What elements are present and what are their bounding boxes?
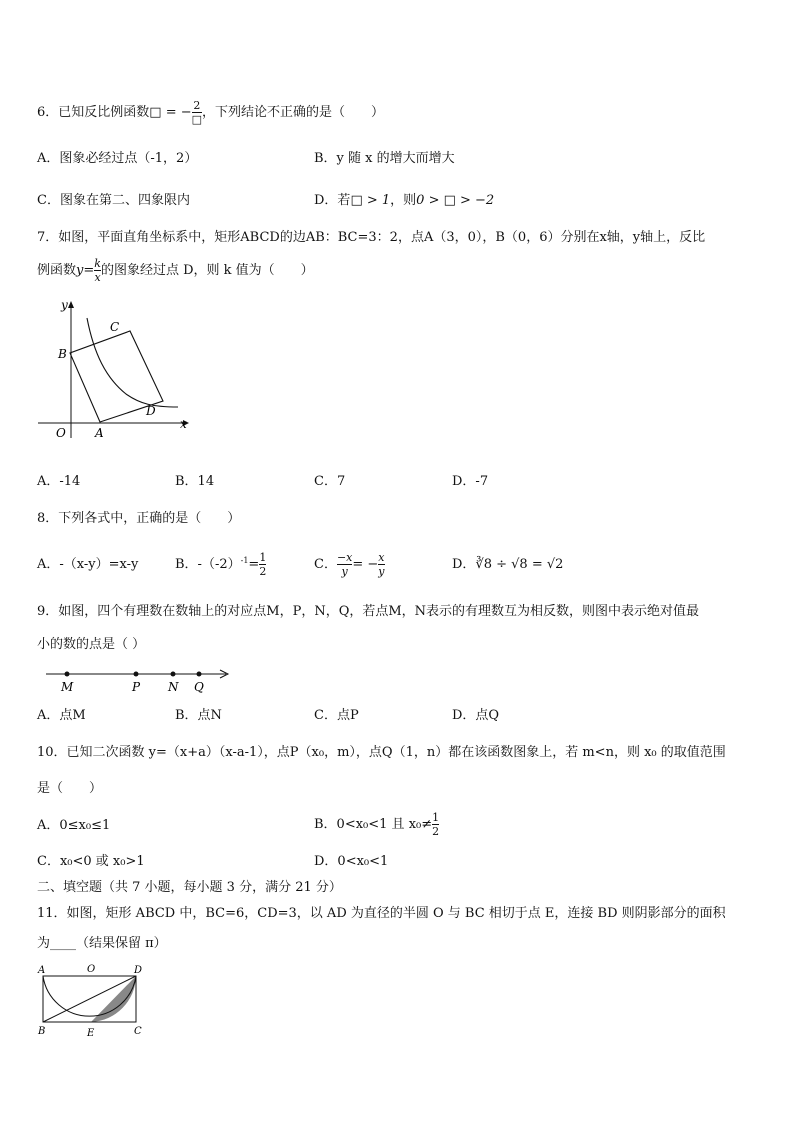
- q10-option-b: B．0<x₀<1 且 x₀≠ $\frac{1}{2}$: [314, 811, 440, 838]
- q7-figure: [38, 296, 194, 442]
- q10-stem-line1: 10．已知二次函数 y=（x+a）（x-a-1），点P（x₀，m），点Q（1，n）都在该函数图象上，若 m<n，则 x₀ 的取值范围: [37, 745, 726, 760]
- q6-stem: 6．已知反比例函数□ = − $\frac{2}{□}$ ，下列结论不正确的是（ ）: [37, 99, 385, 126]
- q10-option-c: C．x₀<0 或 x₀>1: [37, 854, 145, 869]
- label-d: D: [134, 965, 143, 976]
- q11-stem-line1: 11．如图，矩形 ABCD 中，BC=6，CD=3，以 AD 为直径的半圆 O 与 BC 相切于点 E，连接 BD 则阴影部分的面积: [37, 906, 726, 921]
- q8-stem: 8．下列各式中，正确的是（ ）: [37, 511, 241, 526]
- q7-option-b: B．14: [175, 474, 215, 489]
- q7-stem-line1: 7．如图，平面直角坐标系中，矩形ABCD的边AB：BC=3：2，点A（3，0），B（0，6）分别在x轴，y轴上，反比: [37, 230, 706, 245]
- q7-option-d: D．-7: [452, 474, 489, 489]
- q6-option-b: B．y 随 x 的增大而增大: [314, 151, 455, 166]
- q8-option-c: C． $\frac{-x}{y}$ = − $\frac{x}{y}$: [314, 551, 385, 578]
- q8-option-a: A．-（x-y）=x-y: [37, 557, 139, 572]
- q6-option-a: A．图象必经过点（-1，2）: [37, 151, 198, 166]
- label-p: P: [132, 680, 141, 694]
- label-o: O: [56, 426, 66, 440]
- y-axis-arrow-icon: [68, 301, 74, 308]
- point-n: [171, 672, 176, 677]
- q9-number-line: [44, 664, 234, 696]
- q9-stem-line1: 9．如图，四个有理数在数轴上的对应点M，P，N，Q，若点M，N表示的有理数互为相反数，则图中表示绝对值最: [37, 604, 700, 619]
- hyperbola-curve: [87, 318, 178, 407]
- label-e: E: [87, 1028, 95, 1039]
- point-p: [134, 672, 139, 677]
- q11-stem-line2: 为____（结果保留 π）: [37, 936, 167, 951]
- label-a: A: [95, 426, 104, 440]
- q11-figure: [35, 960, 151, 1040]
- label-x: x: [180, 417, 187, 431]
- label-y: y: [61, 298, 68, 312]
- section-2-heading: 二、填空题（共 7 小题，每小题 3 分，满分 21 分）: [37, 880, 342, 895]
- label-b: B: [58, 347, 67, 361]
- q8-option-b: B．$-(-2)^{-1}=$ $\frac{1}{2}$: [175, 551, 267, 578]
- q10-option-d: D．0<x₀<1: [314, 854, 389, 869]
- point-m: [65, 672, 70, 677]
- q9-option-c: C．点P: [314, 708, 359, 723]
- label-o: O: [87, 964, 96, 975]
- q9-stem-line2: 小的数的点是（ ）: [37, 637, 146, 652]
- label-c: C: [134, 1026, 142, 1037]
- point-q: [197, 672, 202, 677]
- label-b: B: [38, 1026, 46, 1037]
- label-q: Q: [194, 680, 204, 694]
- label-a: A: [38, 965, 46, 976]
- q6-option-c: C．图象在第二、四象限内: [37, 193, 190, 208]
- q7-option-a: A．-14: [37, 474, 81, 489]
- q10-option-a: A．0≤x₀≤1: [37, 818, 111, 833]
- q7-stem-line2: 例函数y= $\frac{k}{x}$ 的图象经过点 D，则 k 值为（ ）: [37, 257, 314, 284]
- q10-stem-line2: 是（ ）: [37, 781, 103, 796]
- label-d: D: [146, 404, 156, 418]
- q9-option-b: B．点N: [175, 708, 222, 723]
- q9-option-a: A．点M: [37, 708, 86, 723]
- q8-option-d: D．∛8 ÷ √8 = √2: [452, 557, 564, 572]
- label-c: C: [110, 320, 120, 334]
- label-n: N: [168, 680, 179, 694]
- label-m: M: [61, 680, 74, 694]
- q9-option-d: D．点Q: [452, 708, 500, 723]
- q7-option-c: C．7: [314, 474, 346, 489]
- q6-option-d: D．若□ > 1，则0 > □ > −2: [314, 193, 495, 208]
